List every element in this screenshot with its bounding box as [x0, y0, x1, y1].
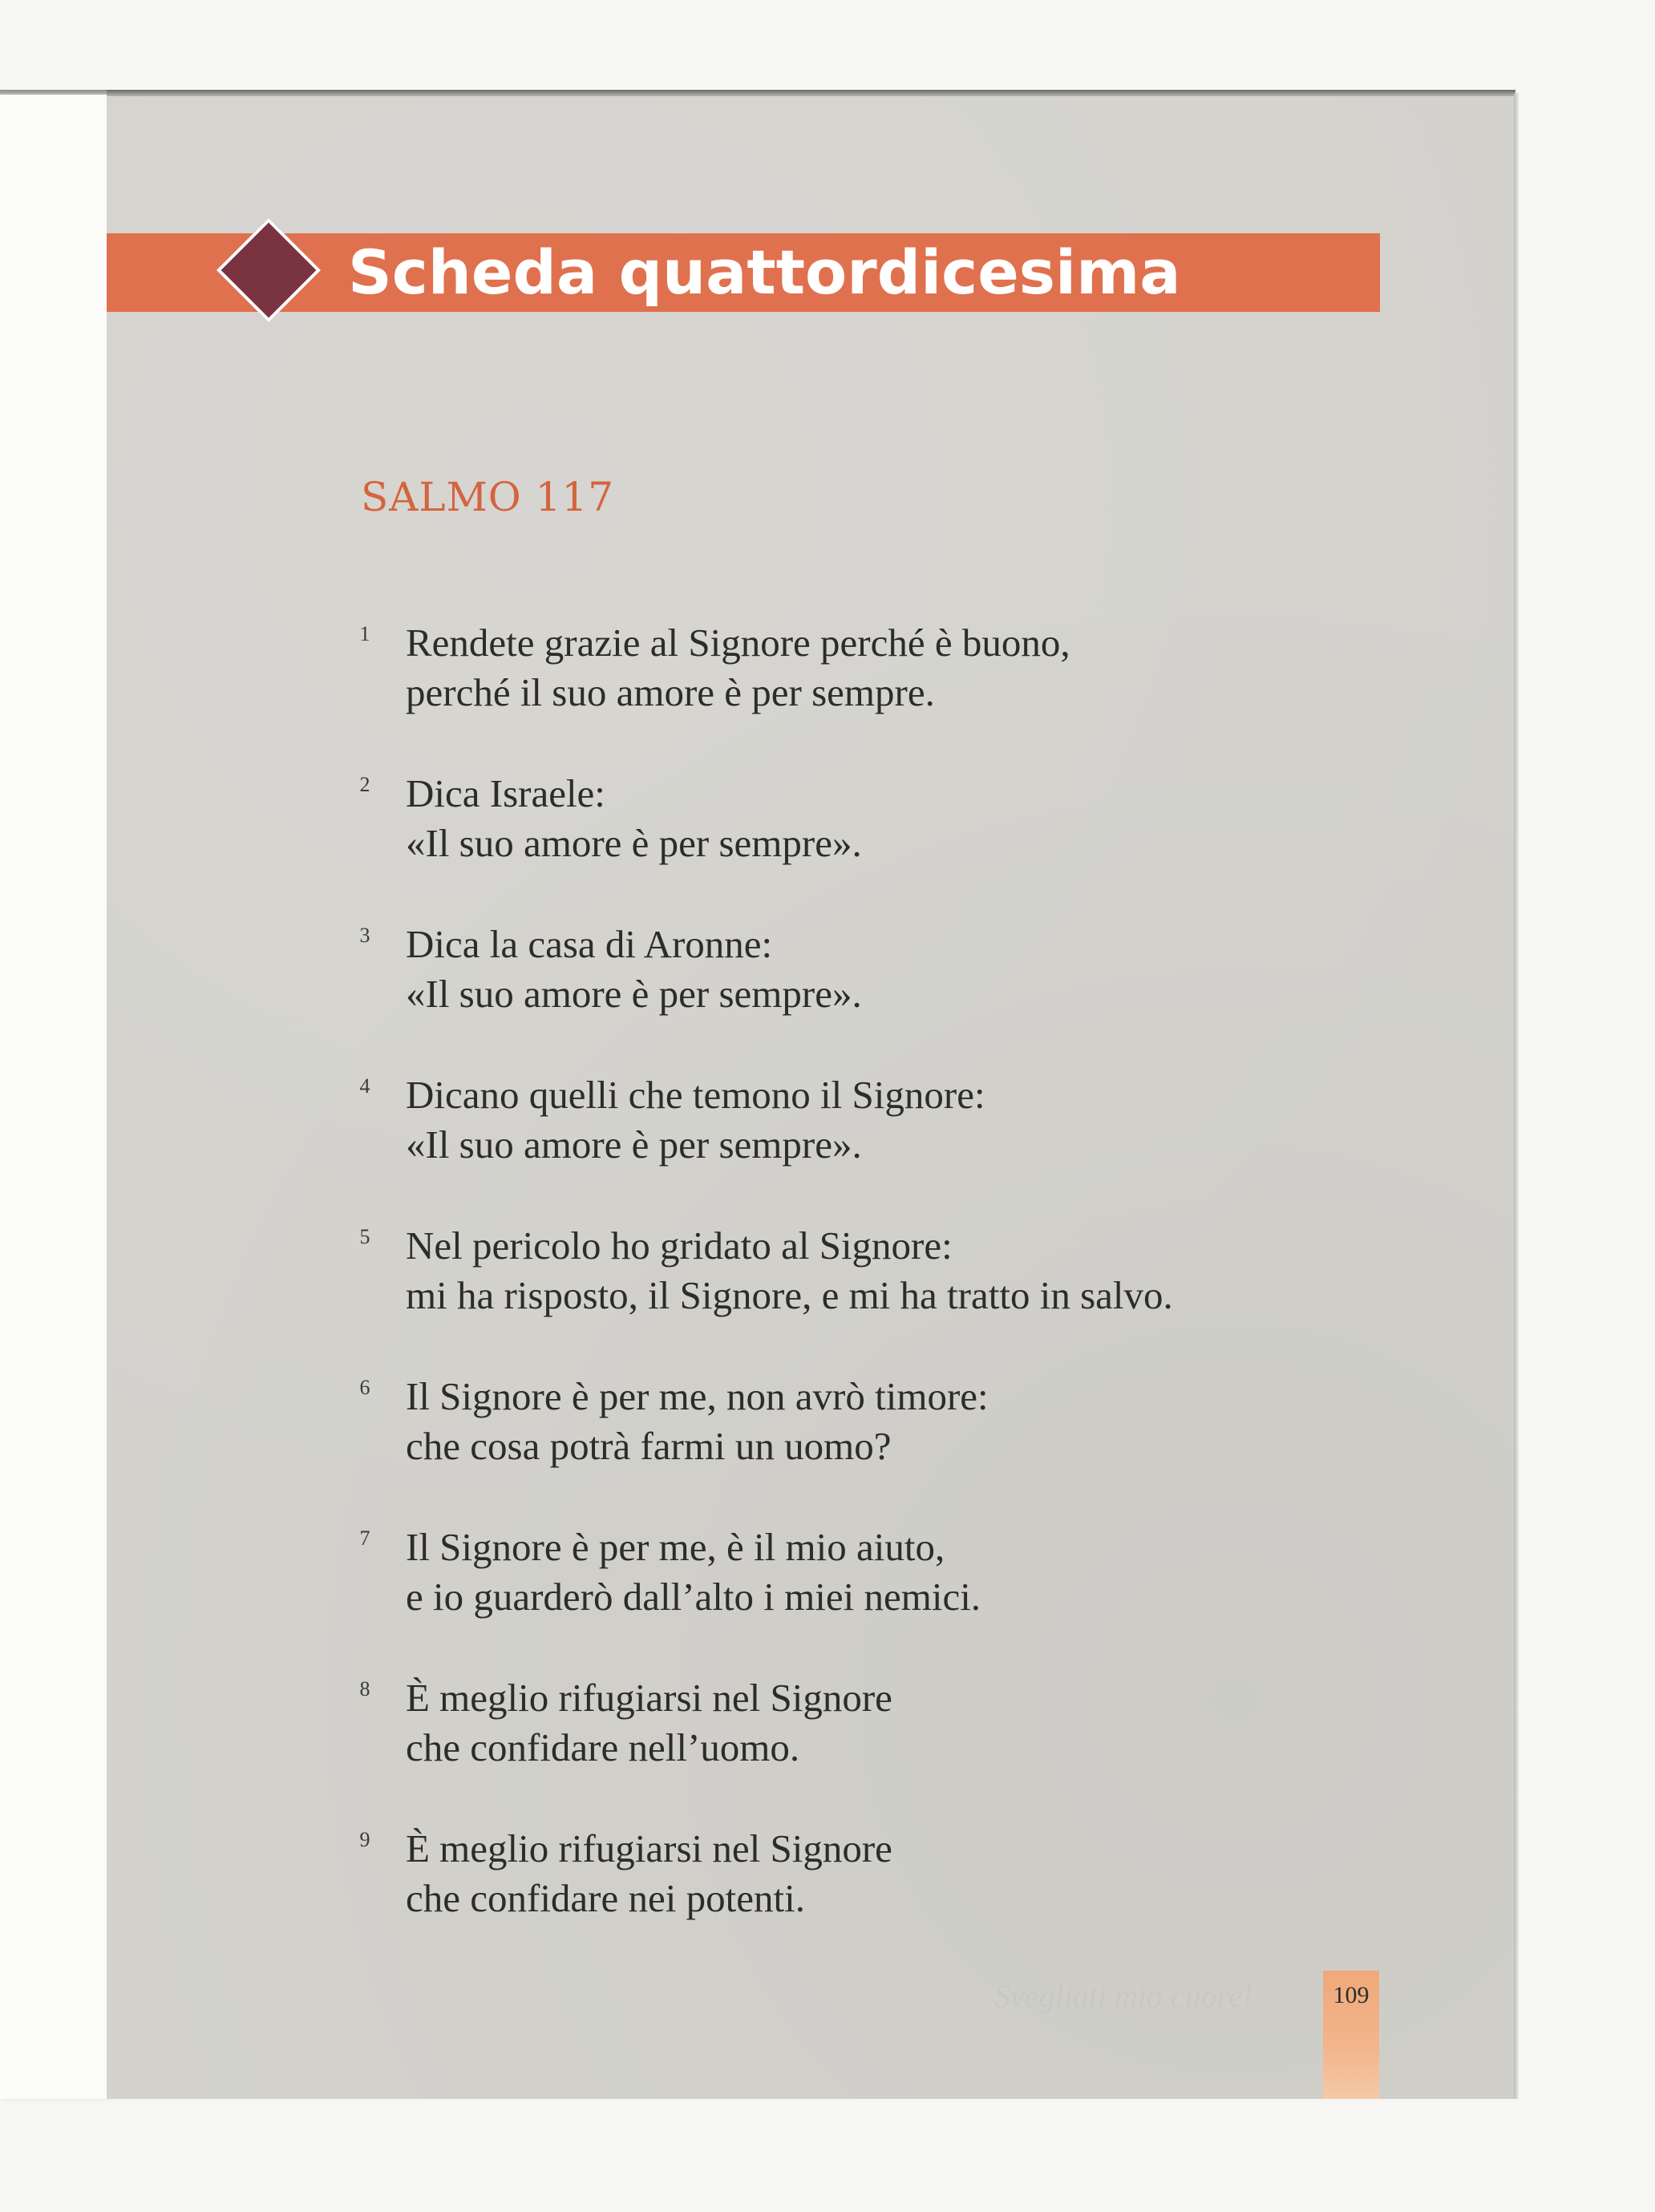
verse-line: Dica la casa di Aronne:: [406, 922, 773, 966]
facing-page: [0, 95, 108, 2099]
verse-number: 4: [359, 1074, 370, 1098]
verse-number: 1: [359, 622, 370, 645]
verse-list: [353, 617, 1315, 1974]
verse-item: [353, 1070, 1315, 1220]
verse-line: Dicano quelli che temono il Signore:: [406, 1073, 985, 1117]
verse-item: [353, 617, 1315, 768]
verse-line: «Il suo amore è per sempre».: [406, 1122, 862, 1167]
verse-number: 3: [359, 924, 370, 947]
verse-line: È meglio rifugiarsi nel Signore: [406, 1676, 892, 1720]
verse-number: 6: [359, 1376, 370, 1399]
verse-item: [353, 1823, 1315, 1974]
footer-book-title: Svegliati mio cuore!: [994, 1978, 1253, 2014]
page-right-edge: [1514, 93, 1519, 2099]
verse-line: e io guarderò dall’alto i miei nemici.: [406, 1575, 981, 1619]
verse-line: Il Signore è per me, non avrò timore:: [406, 1374, 989, 1418]
verse-line: Nel pericolo ho gridato al Signore:: [406, 1223, 953, 1268]
verse-number: 7: [359, 1527, 370, 1550]
verse-number: 9: [359, 1828, 370, 1851]
verse-item: [353, 768, 1315, 919]
verse-number: 8: [359, 1677, 370, 1700]
verse-item: [353, 1220, 1315, 1371]
verse-item: [353, 1522, 1315, 1672]
verse-line: Rendete grazie al Signore perché è buono,: [406, 621, 1070, 665]
verse-line: «Il suo amore è per sempre».: [406, 821, 862, 865]
verse-line: perché il suo amore è per sempre.: [406, 670, 935, 714]
psalm-title: SALMO 117: [361, 474, 615, 520]
verse-line: che cosa potrà farmi un uomo?: [406, 1424, 892, 1468]
verse-line: «Il suo amore è per sempre».: [406, 972, 862, 1016]
verse-line: Dica Israele:: [406, 771, 605, 815]
verse-line: mi ha risposto, il Signore, e mi ha tratto in salvo.: [406, 1273, 1173, 1317]
verse-line: È meglio rifugiarsi nel Signore: [406, 1826, 892, 1870]
verse-number: 5: [359, 1225, 370, 1248]
verse-item: [353, 1672, 1315, 1823]
verse-number: 2: [359, 773, 370, 796]
verse-line: che confidare nell’uomo.: [406, 1725, 800, 1769]
verse-line: Il Signore è per me, è il mio aiuto,: [406, 1525, 945, 1569]
page-number: 109: [1333, 1982, 1370, 2008]
section-title: Scheda quattordicesima: [348, 237, 1181, 308]
verse-item: [353, 919, 1315, 1070]
verse-item: [353, 1371, 1315, 1522]
verse-line: che confidare nei potenti.: [406, 1876, 805, 1920]
